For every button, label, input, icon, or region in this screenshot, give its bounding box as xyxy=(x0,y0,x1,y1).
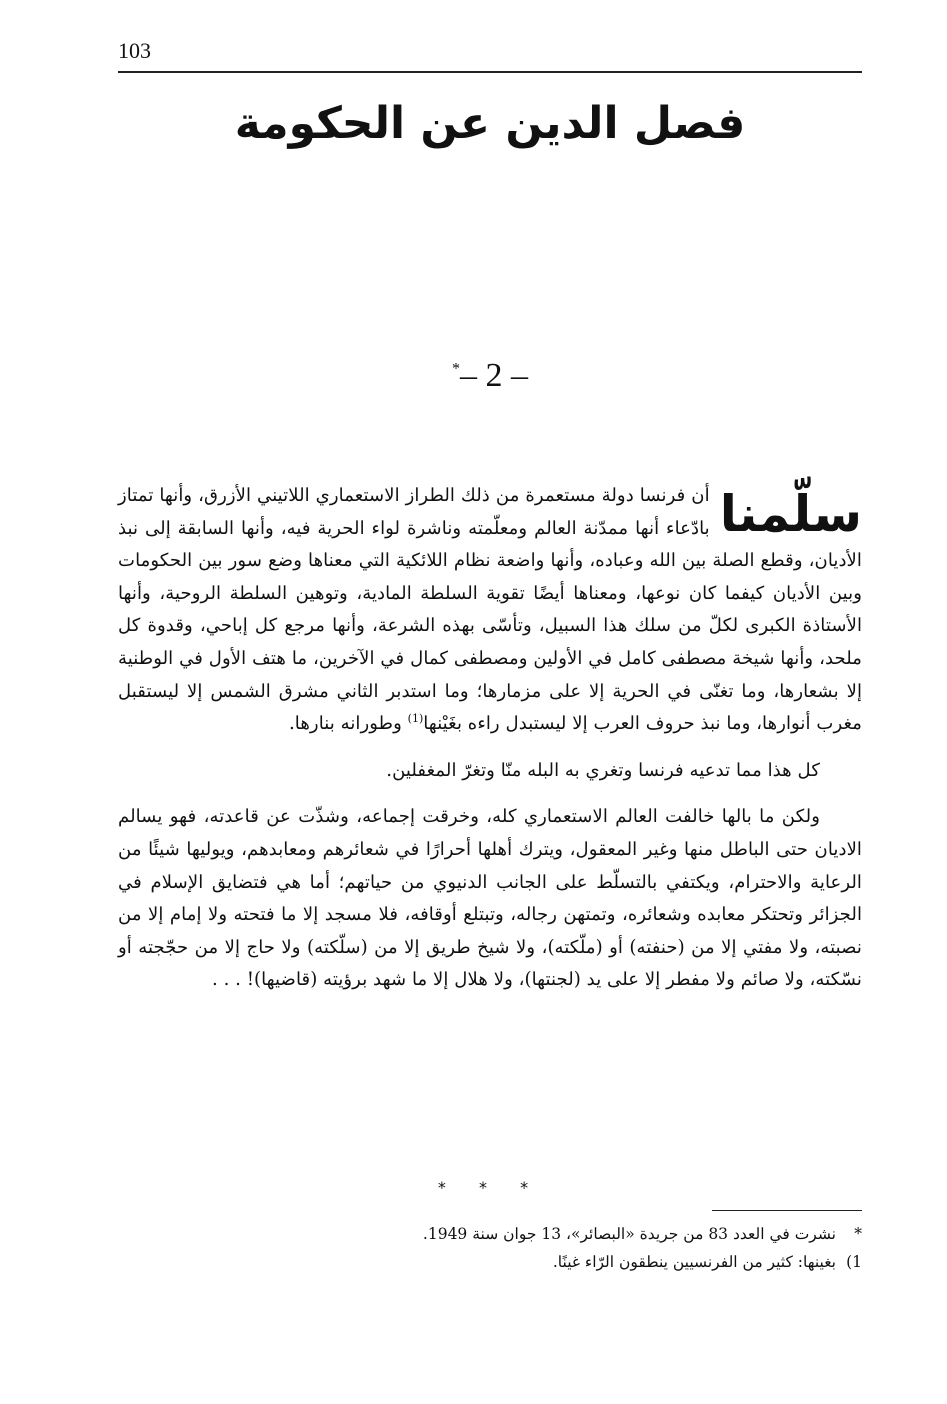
paragraph-1-end: وطورانه بنارها. xyxy=(289,713,408,735)
footnote-item xyxy=(118,1220,862,1248)
footnote-ref-1: (1) xyxy=(407,712,424,726)
footnote-marker: * xyxy=(854,1225,862,1243)
article-body xyxy=(118,480,862,997)
footnotes xyxy=(118,1220,862,1276)
section-marker: * xyxy=(452,360,460,378)
footnote-marker: 1) xyxy=(846,1253,862,1271)
dropcap-word: سلّمنا xyxy=(719,485,862,543)
page-number: 103 xyxy=(118,38,151,63)
paragraph-2: كل هذا مما تدعيه فرنسا وتغري به البله منّا وتغرّ المغفلين. xyxy=(386,759,820,781)
footnote-text: بغينها: كثير من الفرنسيين ينطقون الرّاء غينًا. xyxy=(552,1253,836,1271)
paragraph-3: ولكن ما بالها خالفت العالم الاستعماري كله، وخرقت إجماعه، وشذّت عن قاعدته، فهو يسالم الاديان حتى الباطل منها وغير المعقول، ويترك أهلها أحرارًا في شعائرهم ومعابدهم، ويوليها شيئًا من الرعاية والاحترام، ويكتفي بالتسلّط على الجانب الدنيوي من حياتهم؛ أما هي فتضايق الإسلام في الجزائر وتحتكر معابده وشعائره، وتمتهن رجاله، وتبتلع أوقافه، فلا مسجد إلا ما فتحته ولا إمام إلا من نصبته، ولا مفتي إلا من (حنفته) أو (ملّكته)، ولا شيخ طريق إلا من (سلّكته) ولا حاج إلا من حجّجته أو نسّكته، ولا صائم ولا مفطر إلا على يد (لجنتها)، ولا هلال إلا ما شهد برؤيته (قاضيها)! . . . xyxy=(118,806,862,991)
section-number xyxy=(118,357,862,395)
footnote-item xyxy=(118,1248,862,1276)
footnote-text: نشرت في العدد 83 من جريدة «البصائر»، 13 جوان سنة 1949. xyxy=(422,1225,836,1243)
section-number-text: – 2 – xyxy=(460,357,528,394)
paragraph-1 xyxy=(118,480,862,741)
section-separator: * * * xyxy=(437,1178,543,1197)
paragraph-1-text: أن فرنسا دولة مستعمرة من ذلك الطراز الاستعماري اللاتيني الأزرق، وأنها تمتاز بادّعاء أنها ممدّنة العالم ومعلّمته وناشرة لواء الحرية فيه، وأنها السابقة إلى نبذ الأديان، وقطع الصلة بين الله وعباده، وأنها واضعة نظام اللائكية التي معناها وضع سور بين الحكومات وبين الأديان كيفما كان نوعها، ومعناها أيضًا تقوية السلطة المادية، وتوهين السلطة الروحية، وأنها الأستاذة الكبرى لكلّ من سلك هذا السبيل، وتأسّى بهذه الشرعة، وأنها مرجع كل إباحي، وقدوة كل ملحد، وأنها شيخة مصطفى كامل في الأولين ومصطفى كمال في الآخرين، ما هتف الأول في الوطنية إلا بشعارها، وما تغنّى في الحرية إلا على مزمارها؛ وما استدبر الثاني مشرق الشمس إلا ليستقبل مغرب أنوارها، وما نبذ حروف العرب إلا ليستبدل راءه بغَيْنها xyxy=(118,485,862,735)
header-rule xyxy=(118,71,862,73)
article-title: فصل الدين عن الحكومة xyxy=(234,98,746,149)
footnote-rule xyxy=(712,1210,862,1211)
